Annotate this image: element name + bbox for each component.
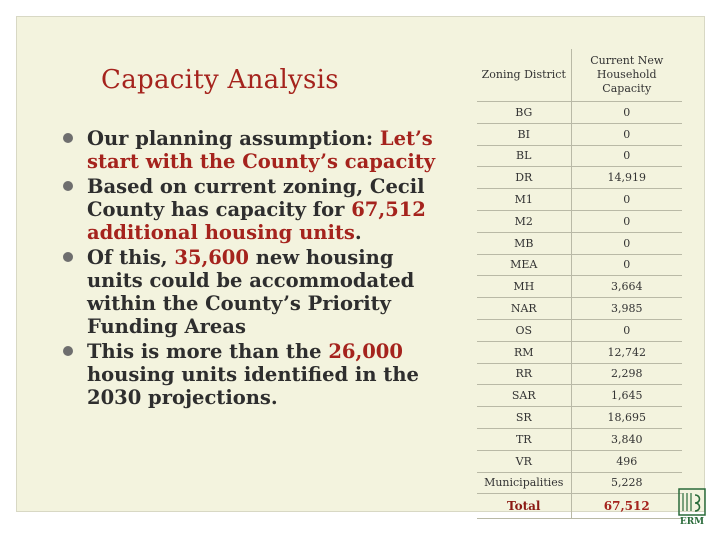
table-row [477, 276, 682, 298]
header-zoning-district: Zoning District [477, 49, 571, 102]
total-value: 67,512 [571, 494, 682, 519]
table-body [477, 102, 682, 519]
zoning-district-cell: MB [477, 232, 571, 254]
table-row [477, 450, 682, 472]
capacity-value-cell: 1,645 [571, 385, 682, 407]
zoning-district-cell: SR [477, 407, 571, 429]
capacity-value-cell: 0 [571, 232, 682, 254]
bullet-item [63, 340, 443, 409]
capacity-value-cell: 5,228 [571, 472, 682, 494]
capacity-value-cell: 2,298 [571, 363, 682, 385]
zoning-district-cell: OS [477, 319, 571, 341]
bullet-dot-icon [63, 346, 73, 356]
table-total-row [477, 494, 682, 519]
table-row [477, 298, 682, 320]
capacity-table [477, 49, 682, 519]
capacity-value-cell: 3,664 [571, 276, 682, 298]
table-row [477, 254, 682, 276]
table-row [477, 210, 682, 232]
total-label: Total [477, 494, 571, 519]
bullet-dot-icon [63, 133, 73, 143]
bullet-dot-icon [63, 252, 73, 262]
zoning-district-cell: NAR [477, 298, 571, 320]
slide [16, 16, 705, 512]
bullet-text: new housing units could be accommodated within the County’s Priority Funding Areas [87, 246, 415, 338]
capacity-value-cell: 0 [571, 145, 682, 167]
capacity-value-cell: 12,742 [571, 341, 682, 363]
bullet-text: housing units identified in the 2030 projections. [87, 363, 419, 409]
zoning-district-cell: BG [477, 102, 571, 124]
table-header-row [477, 49, 682, 102]
capacity-value-cell: 0 [571, 254, 682, 276]
table-row [477, 123, 682, 145]
bullet-dot-icon [63, 181, 73, 191]
zoning-district-cell: BI [477, 123, 571, 145]
table-row [477, 319, 682, 341]
capacity-value-cell: 0 [571, 319, 682, 341]
table-row [477, 428, 682, 450]
table-row [477, 407, 682, 429]
slide-title: Capacity Analysis [101, 65, 339, 95]
table-row [477, 232, 682, 254]
bullet-highlight: 35,600 [174, 246, 249, 269]
zoning-district-cell: RR [477, 363, 571, 385]
table-row [477, 102, 682, 124]
bullet-item [63, 246, 443, 338]
capacity-value-cell: 3,985 [571, 298, 682, 320]
zoning-district-cell: BL [477, 145, 571, 167]
table-row [477, 363, 682, 385]
bullet-highlight: Let’s start with the County’s capacity [87, 127, 436, 173]
bullet-text: Of this, [87, 246, 175, 269]
capacity-value-cell: 14,919 [571, 167, 682, 189]
zoning-district-cell: SAR [477, 385, 571, 407]
bullet-item [63, 127, 443, 173]
erm-logo [675, 487, 709, 531]
zoning-district-cell: M2 [477, 210, 571, 232]
capacity-value-cell: 0 [571, 123, 682, 145]
capacity-value-cell: 3,840 [571, 428, 682, 450]
table-row [477, 385, 682, 407]
zoning-district-cell: DR [477, 167, 571, 189]
bullet-text: Based on current zoning, Cecil County has capacity for [87, 175, 425, 221]
capacity-table-container [477, 49, 682, 519]
zoning-district-cell: M1 [477, 189, 571, 211]
capacity-value-cell: 0 [571, 189, 682, 211]
zoning-district-cell: RM [477, 341, 571, 363]
bullet-list [63, 127, 443, 411]
bullet-highlight: 67,512 additional housing units [87, 198, 426, 244]
logo-label: ERM [679, 517, 705, 527]
zoning-district-cell: TR [477, 428, 571, 450]
table-row [477, 341, 682, 363]
header-household-capacity: Current New Household Capacity [571, 49, 682, 102]
bullet-text: This is more than the [87, 340, 329, 363]
capacity-value-cell: 0 [571, 102, 682, 124]
zoning-district-cell: VR [477, 450, 571, 472]
table-row [477, 145, 682, 167]
bullet-highlight: 26,000 [328, 340, 403, 363]
table-row [477, 167, 682, 189]
zoning-district-cell: MEA [477, 254, 571, 276]
bullet-item [63, 175, 443, 244]
table-row [477, 189, 682, 211]
capacity-value-cell: 496 [571, 450, 682, 472]
bullet-text: Our planning assumption: [87, 127, 380, 150]
zoning-district-cell: Municipalities [477, 472, 571, 494]
table-row [477, 472, 682, 494]
capacity-value-cell: 0 [571, 210, 682, 232]
zoning-district-cell: MH [477, 276, 571, 298]
erm-logo-icon [675, 487, 709, 517]
bullet-text: . [354, 221, 362, 244]
capacity-value-cell: 18,695 [571, 407, 682, 429]
